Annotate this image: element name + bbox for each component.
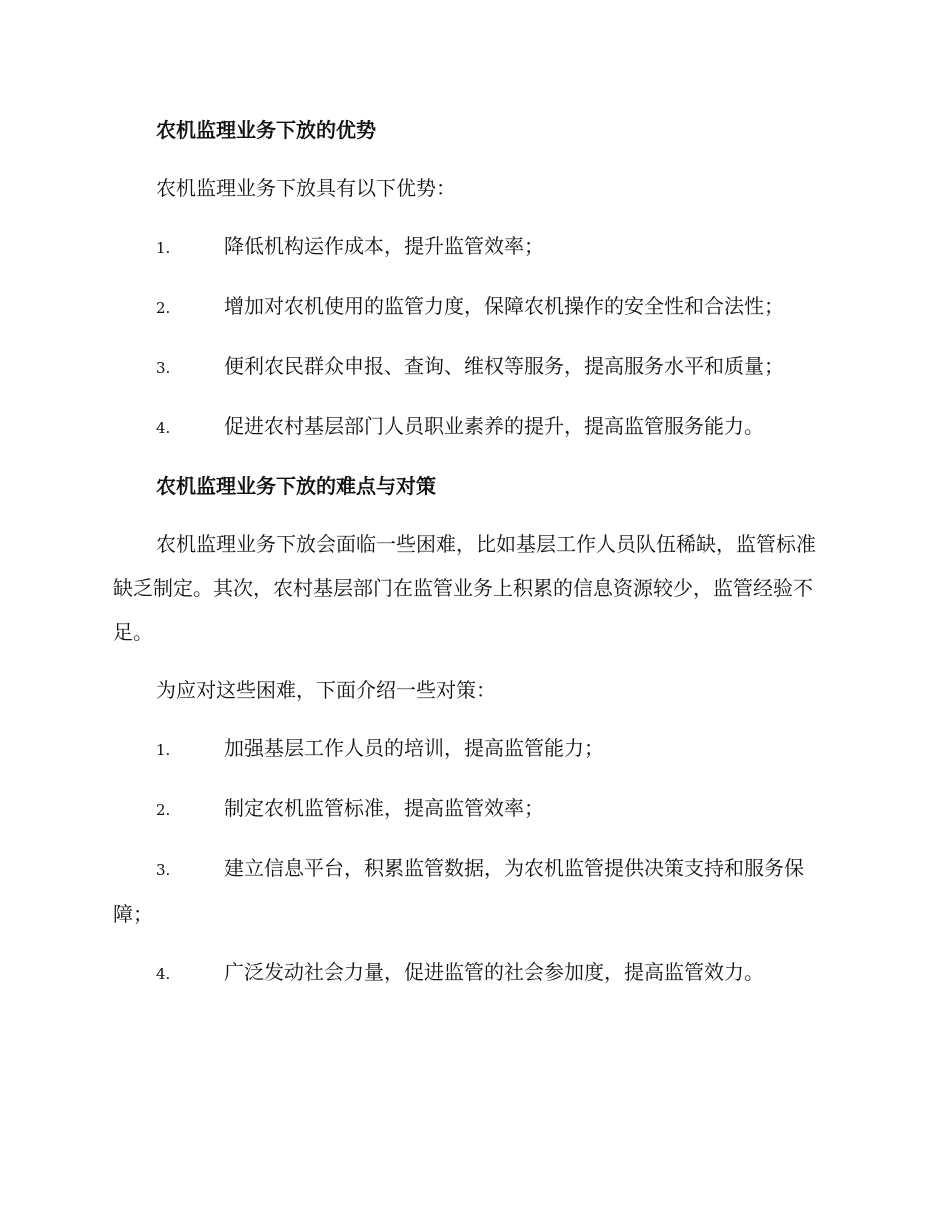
list-item (113, 846, 833, 936)
list-item-text: 广泛发动社会力量，促进监管的社会参加度，提高监管效力。 (224, 960, 764, 984)
advantages-list (113, 224, 833, 450)
list-item-number: 4. (156, 965, 171, 983)
list-item-number: 4. (156, 419, 171, 437)
list-item (113, 726, 833, 772)
list-item-text: 增加对农机使用的监管力度，保障农机操作的安全性和合法性； (224, 294, 784, 318)
document-body (113, 108, 833, 1010)
list-item (113, 786, 833, 832)
section-heading-difficulties: 农机监理业务下放的难点与对策 (156, 474, 436, 498)
list-item (113, 950, 833, 996)
list-item-text: 建立信息平台，积累监管数据，为农机监管提供决策支持和服务保障； (113, 856, 804, 926)
list-item-text: 便利农民群众申报、查询、维权等服务，提高服务水平和质量； (224, 354, 784, 378)
list-item-number: 1. (156, 741, 171, 759)
list-item-text: 促进农村基层部门人员职业素养的提升，提高监管服务能力。 (224, 414, 764, 438)
countermeasures-intro: 为应对这些困难，下面介绍一些对策： (156, 678, 496, 702)
advantages-intro: 农机监理业务下放具有以下优势： (156, 176, 456, 200)
list-item (113, 404, 833, 450)
list-item-text: 制定农机监管标准，提高监管效率； (224, 796, 544, 820)
list-item (113, 344, 833, 390)
list-item-number: 2. (156, 801, 171, 819)
list-item-text: 降低机构运作成本，提升监管效率； (224, 234, 544, 258)
list-item-number: 3. (156, 359, 171, 377)
list-item (113, 284, 833, 330)
difficulties-paragraph: 农机监理业务下放会面临一些困难，比如基层工作人员队伍稀缺，监管标准缺乏制定。其次，农村基层部门在监管业务上积累的信息资源较少，监管经验不足。 (113, 532, 816, 644)
section-heading-advantages: 农机监理业务下放的优势 (156, 118, 376, 142)
list-item-text: 加强基层工作人员的培训，提高监管能力； (224, 736, 604, 760)
list-item-number: 2. (156, 299, 171, 317)
list-item (113, 224, 833, 270)
countermeasures-list (113, 726, 833, 996)
list-item-number: 1. (156, 239, 171, 257)
list-item-number: 3. (156, 861, 171, 879)
